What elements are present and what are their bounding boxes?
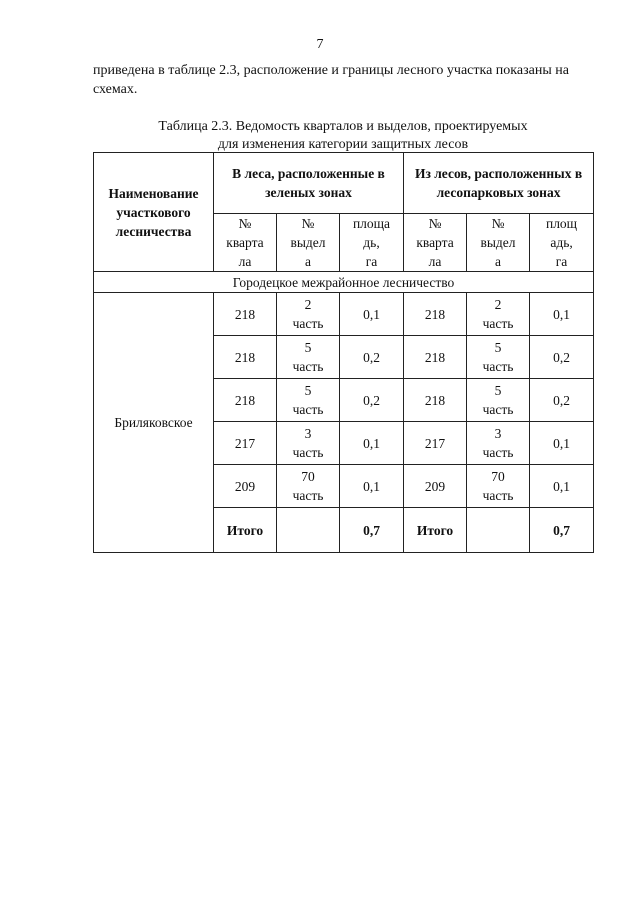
cell-section-2: 2 часть <box>467 293 530 336</box>
total-empty-2 <box>467 508 530 553</box>
cell-quarter-1: 217 <box>214 422 277 465</box>
cell-section-2: 5 часть <box>467 379 530 422</box>
cell-area-2: 0,1 <box>530 465 594 508</box>
cell-area-2: 0,1 <box>530 293 594 336</box>
cell-quarter-2: 218 <box>404 379 467 422</box>
cell-area-2: 0,1 <box>530 422 594 465</box>
subheader-area-2: площ адь, га <box>530 213 594 272</box>
forestry-name-cell: Бриляковское <box>94 293 214 553</box>
subheader-section-2: № выдел а <box>467 213 530 272</box>
header-forest-park-zones: Из лесов, расположенных в лесопарковых зонах <box>404 153 594 214</box>
cell-section-2: 5 часть <box>467 336 530 379</box>
cell-quarter-2: 218 <box>404 336 467 379</box>
cell-quarter-1: 218 <box>214 336 277 379</box>
cell-area-1: 0,2 <box>340 379 404 422</box>
cell-area-1: 0,2 <box>340 336 404 379</box>
table-row <box>94 293 594 336</box>
total-label-1: Итого <box>214 508 277 553</box>
cell-area-1: 0,1 <box>340 422 404 465</box>
cell-quarter-1: 218 <box>214 293 277 336</box>
subheader-area-1: площа дь, га <box>340 213 404 272</box>
cell-area-1: 0,1 <box>340 293 404 336</box>
forest-quarters-table <box>93 152 594 553</box>
total-label-2: Итого <box>404 508 467 553</box>
total-area-2: 0,7 <box>530 508 594 553</box>
cell-quarter-2: 217 <box>404 422 467 465</box>
header-forestry-name: Наименование участкового лесничества <box>94 153 214 272</box>
cell-quarter-1: 218 <box>214 379 277 422</box>
cell-section-1: 70 часть <box>277 465 340 508</box>
cell-section-1: 3 часть <box>277 422 340 465</box>
cell-area-2: 0,2 <box>530 336 594 379</box>
subheader-section-1: № выдел а <box>277 213 340 272</box>
cell-section-1: 5 часть <box>277 379 340 422</box>
region-row: Городецкое межрайонное лесничество <box>94 272 594 293</box>
caption-line-2: для изменения категории защитных лесов <box>217 137 469 152</box>
total-area-1: 0,7 <box>340 508 404 553</box>
subheader-quarter-1: № кварта ла <box>214 213 277 272</box>
cell-section-2: 3 часть <box>467 422 530 465</box>
cell-section-1: 2 часть <box>277 293 340 336</box>
cell-quarter-1: 209 <box>214 465 277 508</box>
page-number: 7 <box>316 37 324 52</box>
subheader-quarter-2: № кварта ла <box>404 213 467 272</box>
intro-paragraph: приведена в таблице 2.3, расположение и границы лесного участка показаны на схемах. <box>93 63 569 97</box>
total-empty-1 <box>277 508 340 553</box>
table-caption <box>93 118 593 154</box>
caption-line-1: Таблица 2.3. Ведомость кварталов и выделов, проектируемых <box>158 119 528 134</box>
cell-section-2: 70 часть <box>467 465 530 508</box>
cell-section-1: 5 часть <box>277 336 340 379</box>
cell-area-2: 0,2 <box>530 379 594 422</box>
cell-quarter-2: 209 <box>404 465 467 508</box>
cell-area-1: 0,1 <box>340 465 404 508</box>
cell-quarter-2: 218 <box>404 293 467 336</box>
header-green-zones: В леса, расположенные в зеленых зонах <box>214 153 404 214</box>
